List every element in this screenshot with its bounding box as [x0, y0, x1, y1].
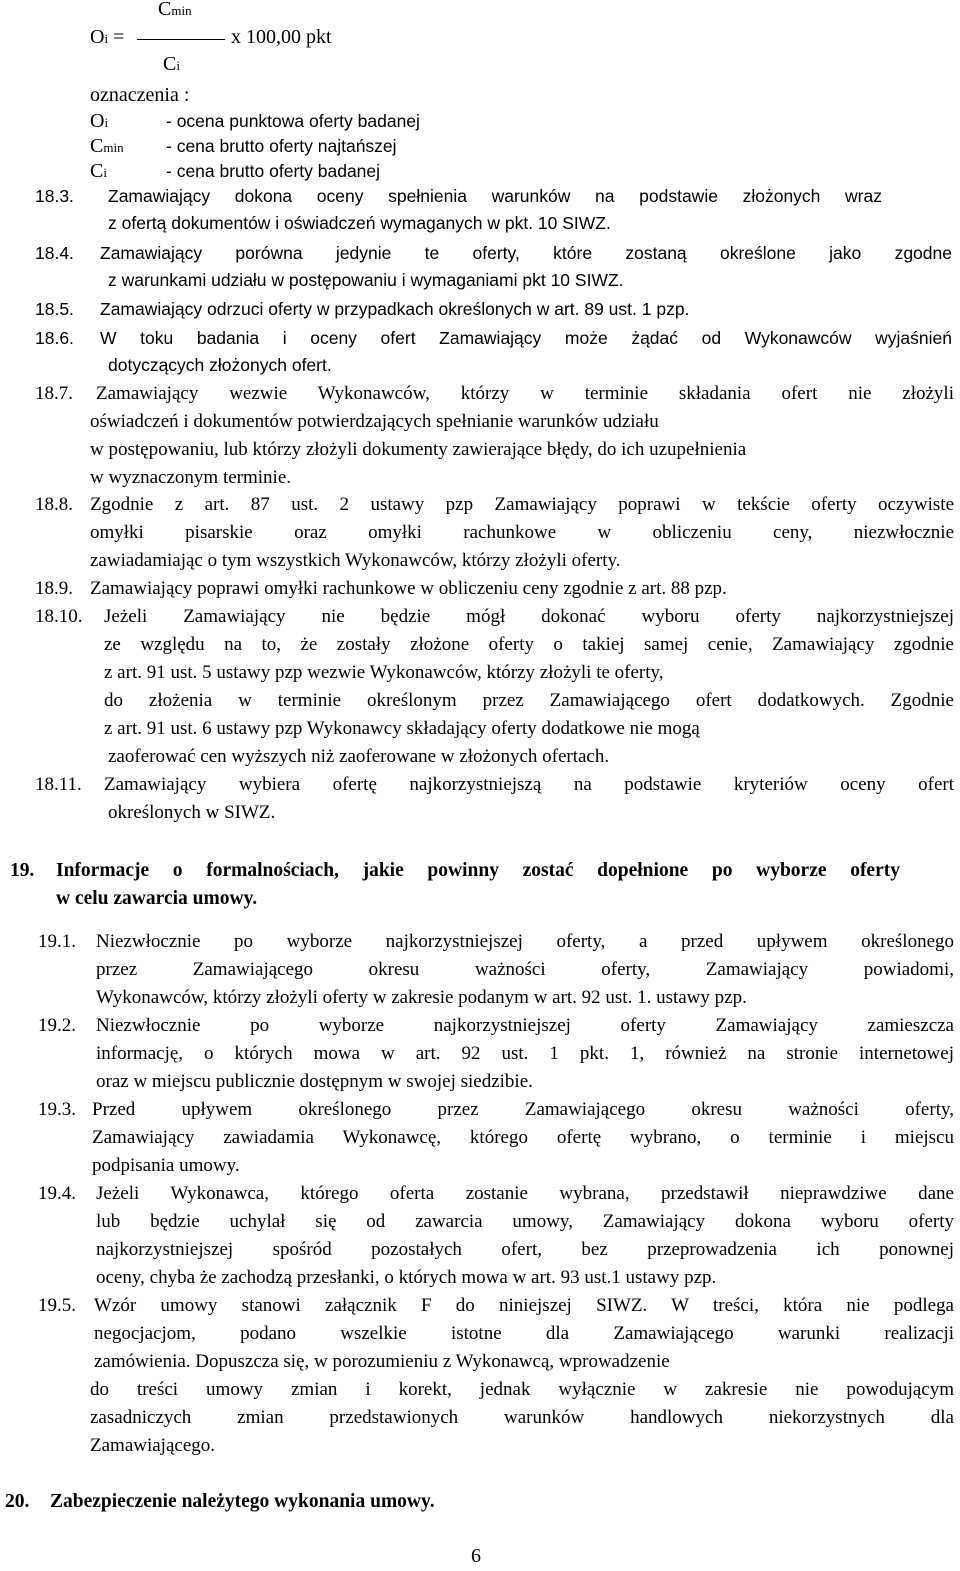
- paragraph-line: W toku badania i oceny ofert Zamawiający może żądać od Wykonawców wyjaśnień: [100, 328, 952, 348]
- paragraph-line: zamówienia. Dopuszcza się, w porozumieniu z Wykonawcą, wprowadzenie: [94, 1351, 670, 1372]
- legend-symbol: [90, 110, 108, 133]
- paragraph-number: 18.4.: [35, 243, 74, 263]
- formula-oi-symbol: O: [90, 26, 105, 48]
- legend-symbol: [90, 160, 107, 183]
- paragraph-number: 18.11.: [35, 774, 82, 795]
- paragraph-line: z art. 91 ust. 6 ustawy pzp Wykonawcy składający oferty dodatkowe nie mogą: [104, 718, 700, 739]
- paragraph-line: określonych w SIWZ.: [108, 802, 276, 823]
- paragraph-number: 19.3.: [38, 1099, 76, 1120]
- section-number: 19.: [10, 860, 35, 881]
- legend-symbol-sub: i: [103, 165, 107, 180]
- formula-ci-sub: i: [176, 58, 180, 73]
- paragraph-line: ze względu na to, że zostały złożone oferty o takiej samej cenie, Zamawiający zgodnie: [104, 634, 954, 655]
- legend-title: oznaczenia :: [90, 84, 190, 106]
- paragraph-line: dotyczących złożonych ofert.: [108, 355, 332, 375]
- paragraph-line: najkorzystniejszej spośród pozostałych ofert, bez przeprowadzenia ich ponownej: [96, 1239, 954, 1260]
- paragraph-line: Wzór umowy stanowi załącznik F do niniejszej SIWZ. W treści, która nie podlega: [94, 1295, 954, 1316]
- paragraph-line: oświadczeń i dokumentów potwierdzających spełnianie warunków udziału: [90, 411, 659, 432]
- paragraph-number: 19.2.: [38, 1015, 76, 1036]
- paragraph-line: Zamawiający odrzuci oferty w przypadkach określonych w art. 89 ust. 1 pzp.: [100, 299, 690, 319]
- page-number: 6: [471, 1545, 481, 1567]
- paragraph-line: Zamawiający zawiadamia Wykonawcę, którego ofertę wybrano, o terminie i miejscu: [92, 1127, 954, 1148]
- legend-symbol-letter: C: [90, 160, 104, 182]
- paragraph-number: 18.3.: [35, 186, 74, 206]
- fraction-line: [137, 39, 225, 40]
- paragraph-line: z warunkami udziału w postępowaniu i wymaganiami pkt 10 SIWZ.: [108, 270, 624, 290]
- paragraph-line: Przed upływem określonego przez Zamawiającego okresu ważności oferty,: [92, 1099, 954, 1120]
- paragraph-line: z ofertą dokumentów i oświadczeń wymaganych w pkt. 10 SIWZ.: [108, 213, 611, 233]
- paragraph-number: 18.9.: [35, 578, 73, 599]
- paragraph-line: przez Zamawiającego okresu ważności oferty, Zamawiający powiadomi,: [96, 959, 954, 980]
- paragraph-line: informację, o których mowa w art. 92 ust. 1 pkt. 1, również na stronie internetowej: [96, 1043, 954, 1064]
- paragraph-line: Niezwłocznie po wyborze najkorzystniejszej oferty Zamawiający zamieszcza: [96, 1015, 954, 1036]
- paragraph-line: Niezwłocznie po wyborze najkorzystniejszej oferty, a przed upływem określonego: [96, 931, 954, 952]
- paragraph-line: Zgodnie z art. 87 ust. 2 ustawy pzp Zamawiający poprawi w tekście oferty oczywiste: [90, 494, 954, 515]
- section-number: 20.: [5, 1491, 30, 1512]
- paragraph-line: Zamawiający poprawi omyłki rachunkowe w obliczeniu ceny zgodnie z art. 88 pzp.: [90, 578, 727, 599]
- paragraph-line: Zamawiającego.: [90, 1435, 216, 1456]
- legend-symbol-sub: min: [103, 140, 124, 155]
- paragraph-line: omyłki pisarskie oraz omyłki rachunkowe w obliczeniu ceny, niezwłocznie: [90, 522, 954, 543]
- legend-symbol-letter: C: [90, 135, 104, 157]
- paragraph-line: lub będzie uchylał się od zawarcia umowy, Zamawiający dokona wyboru oferty: [96, 1211, 954, 1232]
- paragraph-line: w postępowaniu, lub którzy złożyli dokumenty zawierające błędy, do ich uzupełnienia: [90, 439, 747, 460]
- legend-symbol-letter: O: [90, 110, 105, 132]
- paragraph-number: 18.6.: [35, 328, 74, 348]
- paragraph-number: 19.1.: [38, 931, 76, 952]
- formula-cmin-symbol: C: [158, 0, 172, 20]
- paragraph-line: Zamawiający dokona oceny spełnienia warunków na podstawie złożonych wraz: [108, 186, 882, 206]
- paragraph-number: 18.7.: [35, 383, 73, 404]
- paragraph-number: 19.4.: [38, 1183, 76, 1204]
- paragraph-line: Zamawiający porówna jedynie te oferty, które zostaną określone jako zgodne: [100, 243, 952, 263]
- paragraph-line: do treści umowy zmian i korekt, jednak wyłącznie w zakresie nie powodującym: [90, 1379, 954, 1400]
- paragraph-line: z art. 91 ust. 5 ustawy pzp wezwie Wykonawców, którzy złożyli te oferty,: [104, 662, 664, 683]
- section-title: Zabezpieczenie należytego wykonania umowy.: [50, 1491, 435, 1512]
- legend-symbol-sub: i: [104, 115, 109, 130]
- formula-multiplier: x 100,00 pkt: [231, 26, 332, 48]
- paragraph-line: Wykonawców, którzy złożyli oferty w zakresie podanym w art. 92 ust. 1. ustawy pzp.: [96, 987, 747, 1008]
- paragraph-line: Jeżeli Zamawiający nie będzie mógł dokonać wyboru oferty najkorzystniejszej: [104, 606, 954, 627]
- paragraph-line: Zamawiający wybiera ofertę najkorzystniejszą na podstawie kryteriów oceny ofert: [104, 774, 954, 795]
- paragraph-line: oraz w miejscu publicznie dostępnym w swojej siedzibie.: [96, 1071, 533, 1092]
- formula-ci: [163, 53, 180, 76]
- paragraph-number: 18.10.: [35, 606, 83, 627]
- formula-ci-symbol: C: [163, 53, 177, 75]
- paragraph-number: 18.5.: [35, 299, 74, 319]
- legend-description: - cena brutto oferty najtańszej: [166, 136, 397, 156]
- formula-equals: =: [108, 26, 125, 48]
- formula-oi: [90, 26, 124, 49]
- paragraph-line: podpisania umowy.: [92, 1155, 240, 1176]
- section-title-line: w celu zawarcia umowy.: [56, 888, 258, 909]
- formula-cmin: [158, 0, 192, 21]
- paragraph-line: zasadniczych zmian przedstawionych warunków handlowych niekorzystnych dla: [90, 1407, 954, 1428]
- legend-symbol: [90, 135, 124, 158]
- paragraph-line: Jeżeli Wykonawca, którego oferta zostanie wybrana, przedstawił nieprawdziwe dane: [96, 1183, 954, 1204]
- section-title-line: Informacje o formalnościach, jakie powinny zostać dopełnione po wyborze oferty: [56, 860, 900, 881]
- legend-description: - ocena punktowa oferty badanej: [166, 111, 420, 131]
- paragraph-number: 18.8.: [35, 494, 73, 515]
- paragraph-line: Zamawiający wezwie Wykonawców, którzy w terminie składania ofert nie złożyli: [96, 383, 954, 404]
- paragraph-line: w wyznaczonym terminie.: [90, 467, 292, 488]
- paragraph-line: zaoferować cen wyższych niż zaoferowane w złożonych ofertach.: [108, 746, 610, 767]
- paragraph-line: negocjacjom, podano wszelkie istotne dla Zamawiającego warunki realizacji: [94, 1323, 954, 1344]
- legend-description: - cena brutto oferty badanej: [166, 161, 381, 181]
- paragraph-line: zawiadamiając o tym wszystkich Wykonawców, którzy złożyli oferty.: [90, 550, 621, 571]
- formula-cmin-sub: min: [171, 3, 192, 18]
- paragraph-line: oceny, chyba że zachodzą przesłanki, o których mowa w art. 93 ust.1 ustawy pzp.: [96, 1267, 717, 1288]
- formula-oi-sub: i: [104, 31, 109, 46]
- paragraph-line: do złożenia w terminie określonym przez Zamawiającego ofert dodatkowych. Zgodnie: [104, 690, 954, 711]
- paragraph-number: 19.5.: [38, 1295, 76, 1316]
